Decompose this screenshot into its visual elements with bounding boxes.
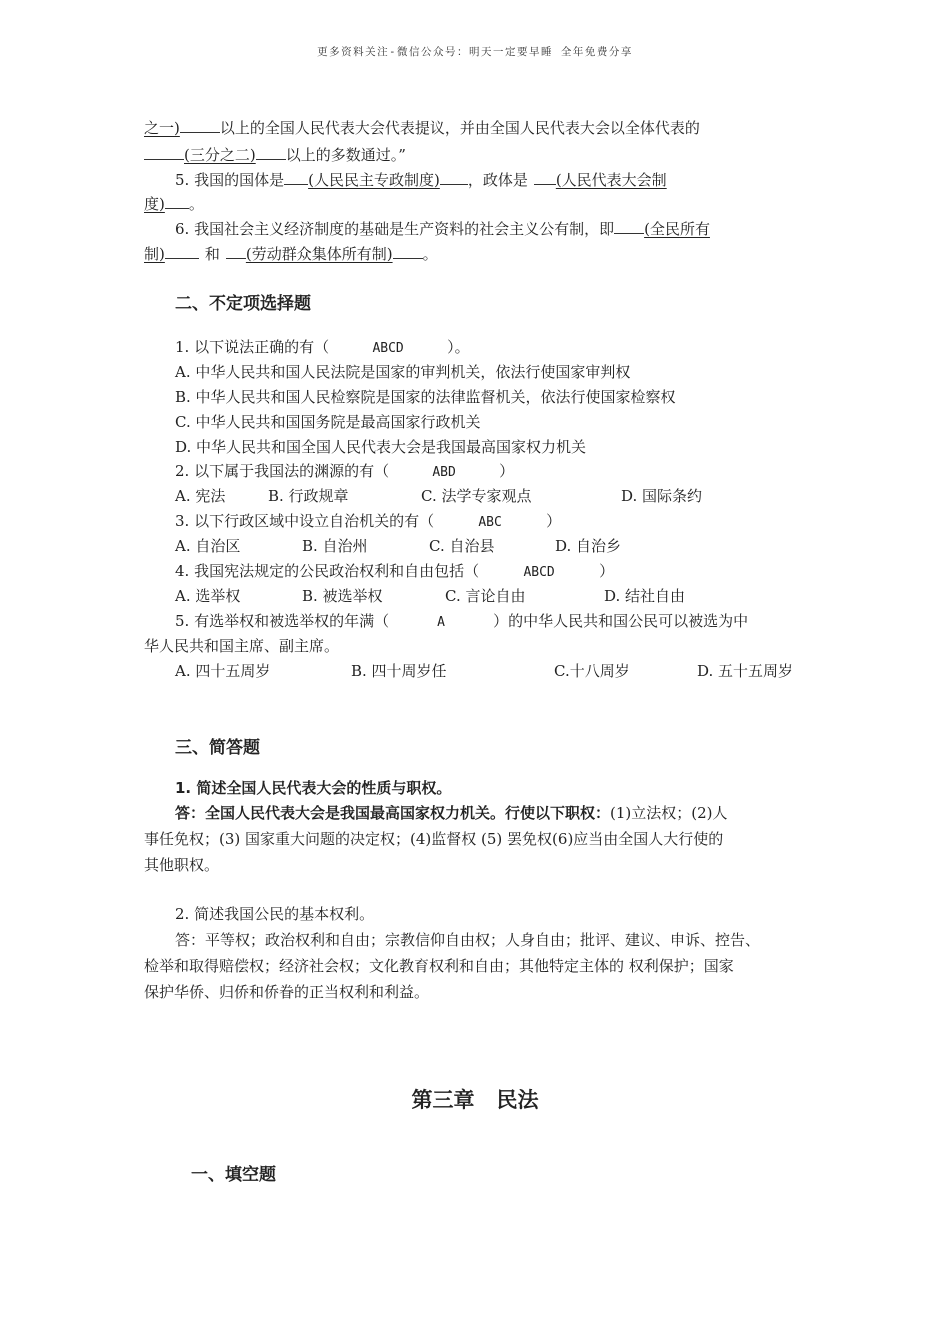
mc-q5-continuation: 华人民共和国主席、副主席。 [144,637,340,655]
q6-end: 。 [422,245,438,263]
mc-q1-stem [175,337,470,359]
blank-line [180,117,220,133]
sa-q1-answer-rest: (1)立法权；(2)人 [610,804,728,822]
mc-q3-option-a: A. 自治区 [175,537,241,555]
q5-line1 [175,169,667,190]
q5-answer2: (人民代表大会制 [555,171,667,189]
q4-text: 以上的全国人民代表大会代表提议，并由全国人民代表大会以全体代表的 [219,119,700,137]
mc-q4-answer: ABCD [523,565,555,580]
q4-continuation-line1 [144,117,700,138]
mc-q4-option-b: B. 被选举权 [302,587,383,605]
mc-q2-text: 2. 以下属于我国法的渊源的有（ [175,462,390,480]
mc-q1-option-d: D. 中华人民共和国全国人民代表大会是我国最高国家权力机关 [175,438,587,456]
mc-q4-text: 4. 我国宪法规定的公民政治权利和自由包括（ [175,562,480,580]
q5-answer1: (人民民主专政制度) [308,171,440,189]
mc-q3-stem [175,511,561,533]
sa-q1-answer-line3: 其他职权。 [144,856,220,874]
sa-q1-answer-line1 [175,803,728,823]
mc-q5-option-a: A. 四十五周岁 [175,662,271,680]
mc-q3-option-c: C. 自治县 [429,537,495,555]
mc-q5-option-c: C.十八周岁 [554,662,630,680]
q4-answer1-tail: 之一) [144,119,180,137]
blank-line [226,243,246,259]
q4-answer2: (三分之二) [184,146,256,164]
mc-q4-option-a: A. 选举权 [175,587,241,605]
blank-line [534,169,556,185]
mc-q5-option-b: B. 四十周岁任 [351,662,447,680]
mc-q2-close: ） [499,462,515,480]
q5-line2 [144,193,204,214]
q6-text: 6. 我国社会主义经济制度的基础是生产资料的社会主义公有制，即 [175,220,615,238]
blank-line [165,193,189,209]
chapter-title: 第三章 民法 [411,1088,539,1112]
mc-q2-option-c: C. 法学专家观点 [421,487,532,505]
mc-q5-text: 5. 有选举权和被选举权的年满（ [175,612,390,630]
mc-q3-close: ） [546,512,562,530]
page-header: 更多资料关注-微信公众号：明天一定要早睡 全年免费分享 [317,46,633,58]
mc-q1-option-b: B. 中华人民共和国人民检察院是国家的法律监督机关，依法行使国家检察权 [175,388,676,406]
sa-q1-question: 1. 简述全国人民代表大会的性质与职权。 [175,779,452,797]
mc-q5-close: ）的中华人民共和国公民可以被选为中 [493,612,749,630]
q6-line2 [144,243,438,264]
mc-q1-close: ）。 [447,338,470,356]
section3-title: 三、简答题 [175,738,260,758]
sa-q2-answer-line1: 答：平等权；政治权利和自由；宗教信仰自由权；人身自由；批评、建议、申诉、控告、 [175,931,761,949]
q6-answer2: (劳动群众集体所有制) [245,245,393,263]
mc-q4-stem [175,561,614,583]
mc-q2-stem [175,461,514,483]
mc-q2-option-a: A. 宪法 [175,487,226,505]
q6-and: 和 [204,245,220,263]
sa-q1-answer-line2: 事任免权；(3) 国家重大问题的决定权；(4)监督权 (5) 罢免权(6)应当由全国人大行使的 [144,830,724,848]
mc-q4-option-d: D. 结社自由 [604,587,686,605]
mc-q1-option-c: C. 中华人民共和国国务院是最高国家行政机关 [175,413,481,431]
blank-line [284,169,308,185]
mc-q3-text: 3. 以下行政区域中设立自治机关的有（ [175,512,435,530]
chapter-section1-title: 一、填空题 [191,1165,276,1185]
sa-q2-answer-line3: 保护华侨、归侨和侨眷的正当权利和利益。 [144,983,430,1001]
q5-end: 。 [188,195,204,213]
mc-q1-text: 1. 以下说法正确的有（ [175,338,330,356]
q4-continuation-line2 [144,144,406,165]
q6-line1 [175,218,710,239]
blank-line [256,144,286,160]
q5-mid: ，政体是 [467,171,528,189]
q6-answer1: (全民所有 [644,220,710,238]
mc-q1-answer: ABCD [372,341,404,356]
mc-q5-stem [175,611,748,633]
q5-text: 5. 我国的国体是 [175,171,285,189]
blank-line [614,218,644,234]
blank-line [393,243,423,259]
q6-answer1-tail: 制) [144,245,165,263]
mc-q3-option-d: D. 自治乡 [555,537,622,555]
mc-q3-answer: ABC [478,515,502,530]
blank-line [144,144,184,160]
mc-q4-option-c: C. 言论自由 [445,587,526,605]
q4-end: 以上的多数通过。” [285,146,406,164]
sa-q2-question: 2. 简述我国公民的基本权利。 [175,905,375,923]
blank-line [165,243,199,259]
q5-answer2-tail: 度) [144,195,165,213]
mc-q5-option-d: D. 五十五周岁 [697,662,794,680]
sa-q1-answer-bold: 答：全国人民代表大会是我国最高国家权力机关。行使以下职权： [175,804,611,822]
mc-q1-option-a: A. 中华人民共和国人民法院是国家的审判机关，依法行使国家审判权 [175,363,631,381]
section2-title: 二、不定项选择题 [175,294,311,314]
blank-line [440,169,468,185]
mc-q2-option-b: B. 行政规章 [268,487,349,505]
mc-q3-option-b: B. 自治州 [302,537,368,555]
mc-q2-option-d: D. 国际条约 [621,487,703,505]
mc-q2-answer: ABD [432,465,456,480]
mc-q4-close: ） [599,562,615,580]
mc-q5-answer: A [437,615,445,630]
sa-q2-answer-line2: 检举和取得赔偿权；经济社会权；文化教育权利和自由；其他特定主体的 权利保护；国家 [144,957,734,975]
